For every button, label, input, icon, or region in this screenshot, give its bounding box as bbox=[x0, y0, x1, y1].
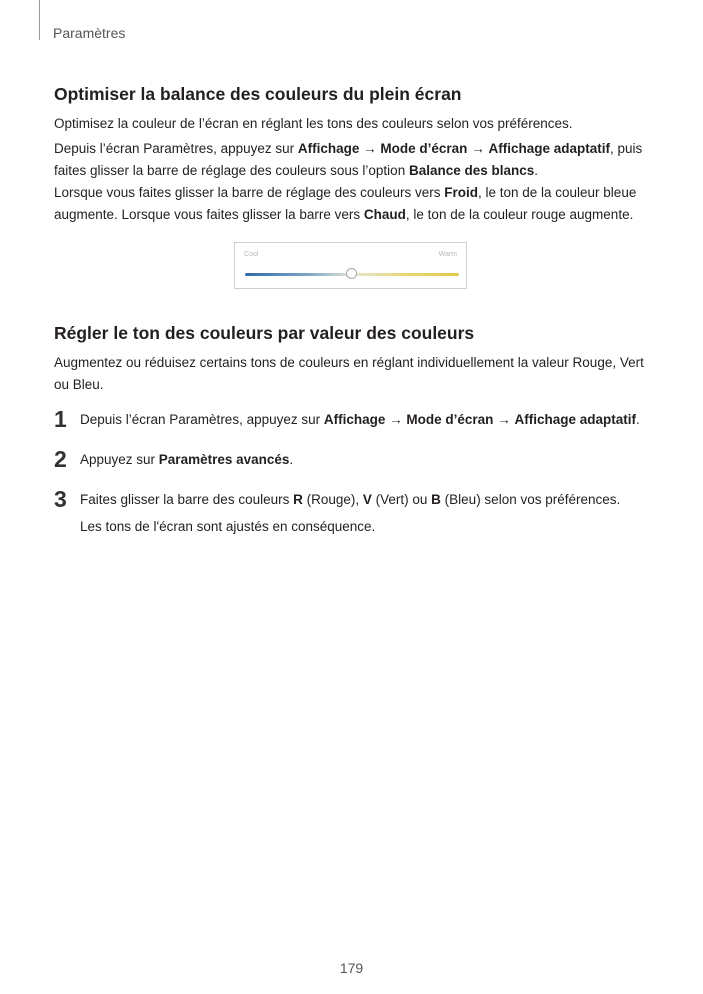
paragraph-color-intro: Augmentez ou réduisez certains tons de couleurs en réglant individuellement la valeur Rouge, Vert ou Bleu. bbox=[54, 355, 644, 392]
text: (Vert) ou bbox=[371, 492, 432, 507]
text: Appuyez sur bbox=[80, 452, 159, 467]
menu-affichage: Affichage bbox=[323, 412, 386, 427]
paragraph-instructions bbox=[54, 138, 654, 182]
text: Faites glisser la barre des couleurs bbox=[80, 492, 294, 507]
slider-cool-label: Cool bbox=[244, 251, 259, 258]
label-v: V bbox=[362, 492, 372, 507]
arrow: → bbox=[493, 412, 515, 427]
paragraph-slider-explanation bbox=[54, 182, 654, 226]
menu-affichage-adaptatif: Affichage adaptatif bbox=[488, 141, 610, 156]
text: , le ton de la couleur bleue augmente. Lorsque vous faites glisser la barre vers bbox=[54, 185, 637, 222]
arrow: → bbox=[385, 412, 407, 427]
paragraph-intro: Optimisez la couleur de l’écran en réglant les tons des couleurs selon vos préférences. bbox=[54, 116, 573, 131]
section-heading-balance: Optimiser la balance des couleurs du plein écran bbox=[54, 84, 462, 104]
header-divider bbox=[39, 0, 40, 40]
arrow: → bbox=[359, 141, 381, 156]
text: Depuis l’écran Paramètres, appuyez sur bbox=[54, 141, 298, 156]
menu-affichage: Affichage bbox=[297, 141, 360, 156]
slider-warm-label: Warm bbox=[438, 251, 457, 258]
text: Lorsque vous faites glisser la barre de réglage des couleurs vers bbox=[54, 185, 445, 200]
page-number: 179 bbox=[339, 960, 364, 976]
header-title: Paramètres bbox=[53, 25, 126, 41]
arrow: → bbox=[467, 141, 489, 156]
menu-parametres-avances: Paramètres avancés bbox=[158, 452, 290, 467]
text: . bbox=[635, 412, 640, 427]
label-chaud: Chaud bbox=[363, 207, 406, 222]
text: , le ton de la couleur rouge augmente. bbox=[405, 207, 634, 222]
menu-mode-ecran: Mode d’écran bbox=[380, 141, 468, 156]
white-balance-slider-illustration bbox=[234, 242, 467, 289]
slider-thumb bbox=[346, 268, 357, 279]
label-froid: Froid bbox=[444, 185, 478, 200]
text: Depuis l’écran Paramètres, appuyez sur bbox=[80, 412, 324, 427]
step-number: 1 bbox=[54, 406, 67, 432]
menu-mode-ecran: Mode d’écran bbox=[406, 412, 494, 427]
step-3-text bbox=[80, 490, 650, 510]
menu-affichage-adaptatif: Affichage adaptatif bbox=[514, 412, 636, 427]
option-balance-blancs: Balance des blancs bbox=[408, 163, 535, 178]
text: , puis faites glisser la barre de réglage des couleurs sous l’option bbox=[54, 141, 643, 178]
text: . bbox=[534, 163, 539, 178]
step-3-note: Les tons de l'écran sont ajustés en conséquence. bbox=[80, 519, 376, 534]
text: . bbox=[289, 452, 294, 467]
section-heading-color-tone: Régler le ton des couleurs par valeur des couleurs bbox=[54, 323, 475, 343]
label-r: R bbox=[293, 492, 303, 507]
step-number: 3 bbox=[54, 486, 67, 512]
text: (Rouge), bbox=[302, 492, 363, 507]
step-1-text bbox=[80, 410, 650, 430]
text: (Bleu) selon vos préférences. bbox=[440, 492, 621, 507]
step-number: 2 bbox=[54, 446, 67, 472]
label-b: B bbox=[431, 492, 441, 507]
step-2-text bbox=[80, 450, 650, 470]
